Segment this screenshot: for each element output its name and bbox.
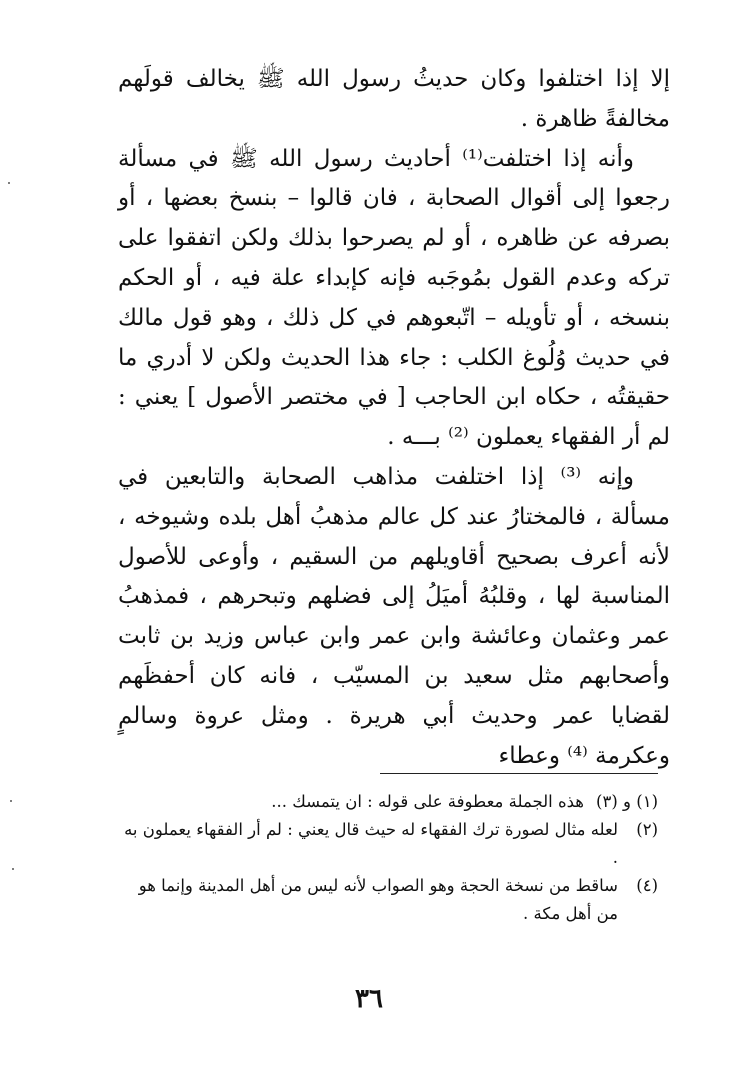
paragraph-3: وإنه ⁽³⁾ إذا اختلفت مذاهب الصحابة والتابعين في مسألة ، فالمختارُ عند كل عالم مذهبُ أهل بلده وشيوخه ، لأنه أعرف بصحيح أقاويلهم من السقيم ، وأوعى للأصول المناسبة لها ، وقلبُهُ أميَلُ إلى فضلهم وتبحرهم ، فمذهبُ عمر وعثمان وعائشة وابن عمر وابن عباس وزيد بن ثابت وأصحابهم مثل سعيد بن المسيّب ، فانه كان أحفظَهم لقضايا عمر وحديث أبي هريرة . ومثل عروة وسالمٍ وعكرمة ⁽⁴⁾ وعطاء (118, 463, 670, 769)
footnote-2 (118, 816, 658, 872)
paragraph-2: وأنه إذا اختلفت⁽¹⁾ أحاديث رسول الله ﷺ في مسألة رجعوا إلى أقوال الصحابة ، فان قالوا – بنسخ بعضها ، أو بصرفه عن ظاهره ، أو لم يصرحوا بذلك ولكن اتفقوا على تركه وعدم القول بمُوجَبه فإنه كإبداء علة فيه ، أو الحكم بنسخه ، أو تأويله – اتّبعوهم في كل ذلك ، وهو قول مالك في حديث وُلُوغ الكلب : جاء هذا الحديث ولكن لا أدري ما حقيقتُه ، حكاه ابن الحاجب [ في مختصر الأصول ] يعني : لم أر الفقهاء يعملون ⁽²⁾ بـــه . (118, 145, 670, 451)
footnotes (118, 788, 658, 928)
footnote-text: ساقط من نسخة الحجة وهو الصواب لأنه ليس من أهل المدينة وإنما هو من أهل مكة . (138, 876, 618, 923)
footnote-number: (٢) (636, 820, 658, 839)
footnote-number: (٤) (636, 876, 658, 895)
scan-speck (10, 800, 12, 802)
main-text (118, 60, 670, 776)
footnote-number: (١) و (٣) (596, 792, 658, 811)
footnote-text: هذه الجملة معطوفة على قوله : ان يتمسك ... (271, 792, 584, 811)
footnote-text: لعله مثال لصورة ترك الفقهاء له حيث قال يعني : لم أر الفقهاء يعملون به . (124, 820, 618, 867)
footnote-1-3 (118, 788, 658, 816)
footnote-4 (118, 872, 658, 928)
scan-speck (8, 182, 10, 184)
scan-speck (12, 868, 14, 870)
paragraph-1: إلا إذا اختلفوا وكان حديثُ رسول الله ﷺ يخالف قولَهم مخالفةً ظاهرة . (118, 66, 670, 132)
page-number: ٣٦ (355, 984, 383, 1014)
footnote-divider (380, 773, 658, 774)
